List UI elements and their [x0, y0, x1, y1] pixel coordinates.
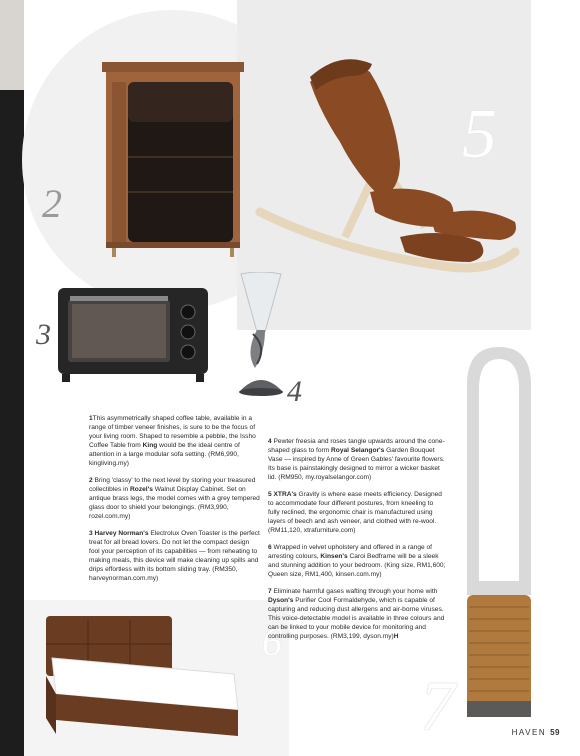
walnut-display-cabinet-image	[98, 62, 248, 257]
product-number-4: 4	[287, 375, 302, 408]
caption-item-6: 6 Wrapped in velvet upholstery and offered in a range of arresting colours, Kinsen's Caroi Bedframe will be a sleek and stunning addition to your bedroom. (King size, RM1,600; Queen size, RM1,400, kinsen.com.my)	[268, 544, 446, 578]
caption-item-4: 4 Pewter freesia and roses tangle upwards around the cone-shaped glass to form Royal Selangor's Garden Bouquet Vase — inspired by Anne of Green Gables' favourite flowers. Its base is painstakingly designed to mirror a wicker basket lid. (RM950, my.royalselangor.com)	[268, 438, 445, 481]
left-page-edge	[0, 0, 24, 756]
product-number-3: 3	[36, 318, 51, 351]
garden-bouquet-vase-image	[235, 272, 287, 397]
magazine-name: HAVEN	[511, 728, 547, 737]
text-column-two	[268, 437, 446, 649]
caroi-bedframe-image	[38, 614, 248, 746]
text-column-one	[89, 414, 261, 591]
product-number-6: 6	[262, 619, 282, 664]
electrolux-oven-toaster-image	[56, 286, 210, 384]
end-mark: H	[393, 633, 399, 640]
caption-item-3: 3 Harvey Norman's Electrolux Oven Toaster is the perfect treat for all bread lovers. Do not let the compact design fool your perception of its capabilities — from reheating to making meals, this device will make cleaning up spills and drips effortless with its bottom sliding tray. (RM350, harveynorman.com.my)	[89, 530, 260, 582]
caption-item-2: 2 Bring 'classy' to the next level by storing your treasured collectibles in Rozel's Walnut Display Cabinet. Set on antique brass legs, the model comes with a grey tempered glass door to shield your belongings. (RM3,990, rozel.com.my)	[89, 477, 260, 520]
page-number: 59	[550, 728, 560, 737]
product-number-2: 2	[42, 181, 62, 226]
page-footer	[512, 728, 560, 737]
caption-item-5: 5 XTRA's Gravity is where ease meets efficiency. Designed to accommodate four different postures, from kneeling to fully reclined, the ergonomic chair is manufactured using layers of beech and ash veneer, and clothed with re-wool. (RM11,120, xtrafurniture.com)	[268, 491, 442, 534]
left-page-edge-top	[0, 0, 24, 90]
caption-item-7: 7 Eliminate harmful gases wafting through your home with Dyson's Purifier Cool Formaldehyde, which is capable of capturing and reducing dust allergens and air-borne viruses. This voice-detectable model is available in three colours and can be linked to your mobile device for monitoring and controlling purposes. (RM3,199, dyson.my)H	[268, 588, 445, 640]
product-number-5: 5	[462, 96, 497, 173]
dyson-purifier-image	[463, 345, 535, 720]
caption-item-1: 1This asymmetrically shaped coffee table, available in a range of timber veneer finishes, is sure to be the focus of your living room. Shaped to resemble a pebble, the Issho Coffee Table from King would be the ideal centre of attention in a large modular sofa setting. (RM6,990, kingliving.my)	[89, 415, 256, 467]
product-number-7: 7	[420, 668, 455, 745]
